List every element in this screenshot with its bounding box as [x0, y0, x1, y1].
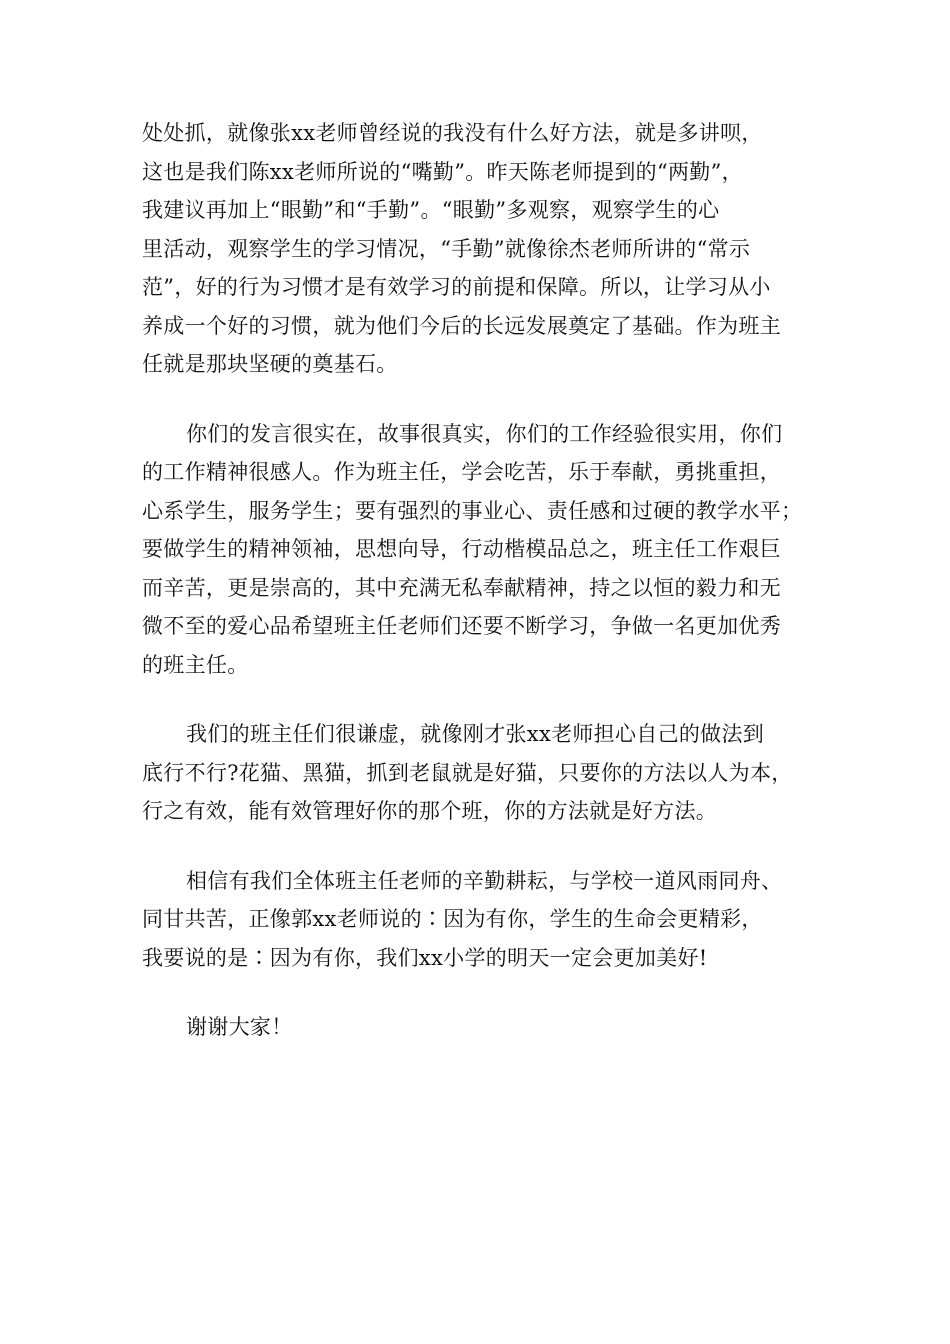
paragraph-1-line-1: 处处抓，就像张xx老师曾经说的我没有什么好方法，就是多讲呗，	[142, 121, 763, 145]
paragraph-2-line-6: 微不至的爱心品希望班主任老师们还要不断学习，争做一名更加优秀	[142, 614, 781, 638]
paragraph-1-line-7: 任就是那块坚硬的奠基石。	[142, 352, 398, 376]
paragraph-3-line-3: 行之有效，能有效管理好你的那个班，你的方法就是好方法。	[142, 799, 718, 823]
paragraph-1-line-4: 里活动，观察学生的学习情况，“手勤”就像徐杰老师所讲的“常示	[142, 237, 751, 261]
paragraph-1-line-6: 养成一个好的习惯，就为他们今后的长远发展奠定了基础。作为班主	[142, 314, 781, 338]
paragraph-4-line-2: 同甘共苦，正像郭xx老师说的∶因为有你，学生的生命会更精彩，	[142, 907, 763, 931]
paragraph-3-line-2: 底行不行?花猫、黑猫，抓到老鼠就是好猫，只要你的方法以人为本，	[142, 761, 793, 785]
paragraph-2-line-4: 要做学生的精神领袖，思想向导，行动楷模品总之，班主任工作艰巨	[142, 537, 781, 561]
paragraph-1-line-3: 我建议再加上“眼勤”和“手勤”。“眼勤”多观察，观察学生的心	[142, 198, 720, 222]
closing-line: 谢谢大家！	[186, 1015, 293, 1039]
paragraph-1-line-5: 范”，好的行为习惯才是有效学习的前提和保障。所以，让学习从小	[142, 275, 771, 299]
paragraph-2-line-2: 的工作精神很感人。作为班主任，学会吃苦，乐于奉献，勇挑重担，	[142, 460, 781, 484]
paragraph-2-line-1: 你们的发言很实在，故事很真实，你们的工作经验很实用，你们	[186, 422, 783, 446]
paragraph-4-line-3: 我要说的是∶因为有你，我们xx小学的明天一定会更加美好!	[142, 946, 708, 970]
paragraph-1-line-2: 这也是我们陈xx老师所说的“嘴勤”。昨天陈老师提到的“两勤”，	[142, 160, 743, 184]
paragraph-4-line-1: 相信有我们全体班主任老师的辛勤耕耘，与学校一道风雨同舟、	[186, 869, 783, 893]
paragraph-3-line-1: 我们的班主任们很谦虚，就像刚才张xx老师担心自己的做法到	[186, 722, 765, 746]
paragraph-2-line-5: 而辛苦，更是崇高的，其中充满无私奉献精神，持之以恒的毅力和无	[142, 576, 781, 600]
paragraph-2-line-7: 的班主任。	[142, 653, 249, 677]
paragraph-2-line-3: 心系学生，服务学生；要有强烈的事业心、责任感和过硬的教学水平；	[142, 499, 803, 523]
